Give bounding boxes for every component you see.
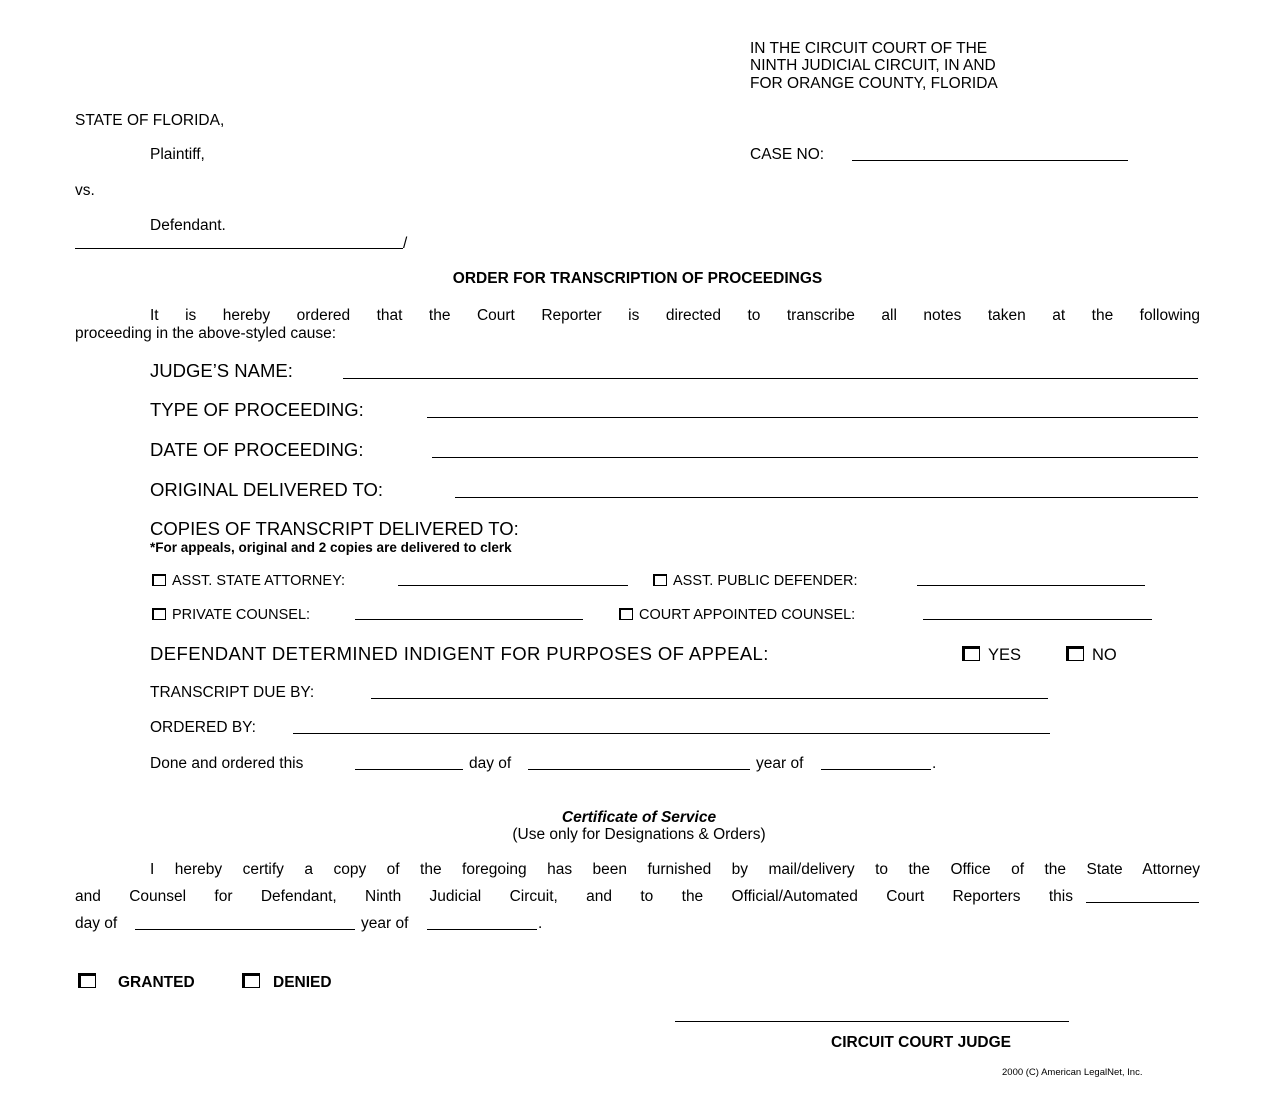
indigent-no-checkbox[interactable] [1066,646,1084,661]
done-month-line[interactable] [528,769,750,770]
case-no-label: CASE NO: [750,146,825,163]
judge-signature-line[interactable] [675,1021,1069,1022]
indigent-yes-checkbox[interactable] [962,646,980,661]
court-caption-line-2: NINTH JUDICIAL CIRCUIT, IN AND [750,57,996,74]
copies-heading: COPIES OF TRANSCRIPT DELIVERED TO: [150,518,519,539]
defendant-label: Defendant. [150,217,226,234]
private-counsel-line[interactable] [355,619,583,620]
caption-slash: / [403,235,408,252]
date-of-proceeding-line[interactable] [432,457,1198,458]
asst-public-defender-line[interactable] [917,585,1145,586]
indigent-yes-label: YES [988,646,1022,664]
asst-public-defender-checkbox[interactable] [653,574,667,586]
plaintiff-label: Plaintiff, [150,146,205,163]
defendant-name-line[interactable] [75,248,403,249]
case-no-line[interactable] [852,160,1128,161]
certificate-para-line-1: I hereby certify a copy of the foregoing has been furnished by mail/delivery to the Office of the State Attorney [150,861,1200,878]
certificate-title: Certificate of Service [561,809,717,826]
court-appointed-counsel-checkbox[interactable] [619,608,633,620]
type-of-proceeding-label: TYPE OF PROCEEDING: [150,399,364,420]
asst-public-defender-label: ASST. PUBLIC DEFENDER: [673,573,858,589]
copyright-footer: 2000 (C) American LegalNet, Inc. [1002,1067,1143,1078]
type-of-proceeding-line[interactable] [427,417,1198,418]
court-appointed-counsel-label: COURT APPOINTED COUNSEL: [639,607,856,623]
done-period: . [932,755,937,772]
done-day-of-label: day of [469,755,512,772]
ordered-by-label: ORDERED BY: [150,719,256,736]
indigent-no-label: NO [1092,646,1117,664]
judges-name-label: JUDGE’S NAME: [150,360,293,381]
done-and-ordered-label: Done and ordered this [150,755,304,772]
versus-label: vs. [75,182,95,199]
denied-checkbox[interactable] [242,973,260,988]
certificate-period: . [538,915,543,932]
private-counsel-checkbox[interactable] [152,608,166,620]
done-day-line[interactable] [355,769,463,770]
court-caption-line-3: FOR ORANGE COUNTY, FLORIDA [750,75,998,92]
certificate-day-of-label: day of [75,915,118,932]
asst-state-attorney-label: ASST. STATE ATTORNEY: [172,573,345,589]
judges-name-line[interactable] [343,378,1198,379]
asst-state-attorney-line[interactable] [398,585,628,586]
court-appointed-counsel-line[interactable] [923,619,1152,620]
state-of-florida: STATE OF FLORIDA, [75,112,225,129]
certificate-month-line[interactable] [135,929,355,930]
certificate-para-line-2: and Counsel for Defendant, Ninth Judicial Circuit, and to the Official/Automated Court Reporters this [75,888,1073,905]
done-year-line[interactable] [821,769,931,770]
order-title: ORDER FOR TRANSCRIPTION OF PROCEEDINGS [452,270,823,287]
date-of-proceeding-label: DATE OF PROCEEDING: [150,439,364,460]
granted-label: GRANTED [118,974,195,991]
intro-line-2: proceeding in the above-styled cause: [75,325,337,342]
transcript-due-by-line[interactable] [371,698,1048,699]
circuit-court-judge-label: CIRCUIT COURT JUDGE [831,1034,1011,1051]
original-delivered-to-line[interactable] [455,497,1198,498]
original-delivered-to-label: ORIGINAL DELIVERED TO: [150,479,384,500]
granted-checkbox[interactable] [78,973,96,988]
denied-label: DENIED [273,974,332,991]
indigent-label: DEFENDANT DETERMINED INDIGENT FOR PURPOSES OF APPEAL: [150,643,769,664]
done-year-of-label: year of [756,755,804,772]
certificate-year-line[interactable] [427,929,537,930]
asst-state-attorney-checkbox[interactable] [152,574,166,586]
transcript-due-by-label: TRANSCRIPT DUE BY: [150,684,315,701]
certificate-day-line[interactable] [1086,902,1199,903]
private-counsel-label: PRIVATE COUNSEL: [172,607,311,623]
copies-note: *For appeals, original and 2 copies are delivered to clerk [150,540,512,555]
intro-line-1: It is hereby ordered that the Court Reporter is directed to transcribe all notes taken at the following [150,307,1200,324]
certificate-subtitle: (Use only for Designations & Orders) [512,826,766,843]
certificate-year-of-label: year of [361,915,409,932]
court-caption-line-1: IN THE CIRCUIT COURT OF THE [750,40,988,57]
ordered-by-line[interactable] [293,733,1050,734]
